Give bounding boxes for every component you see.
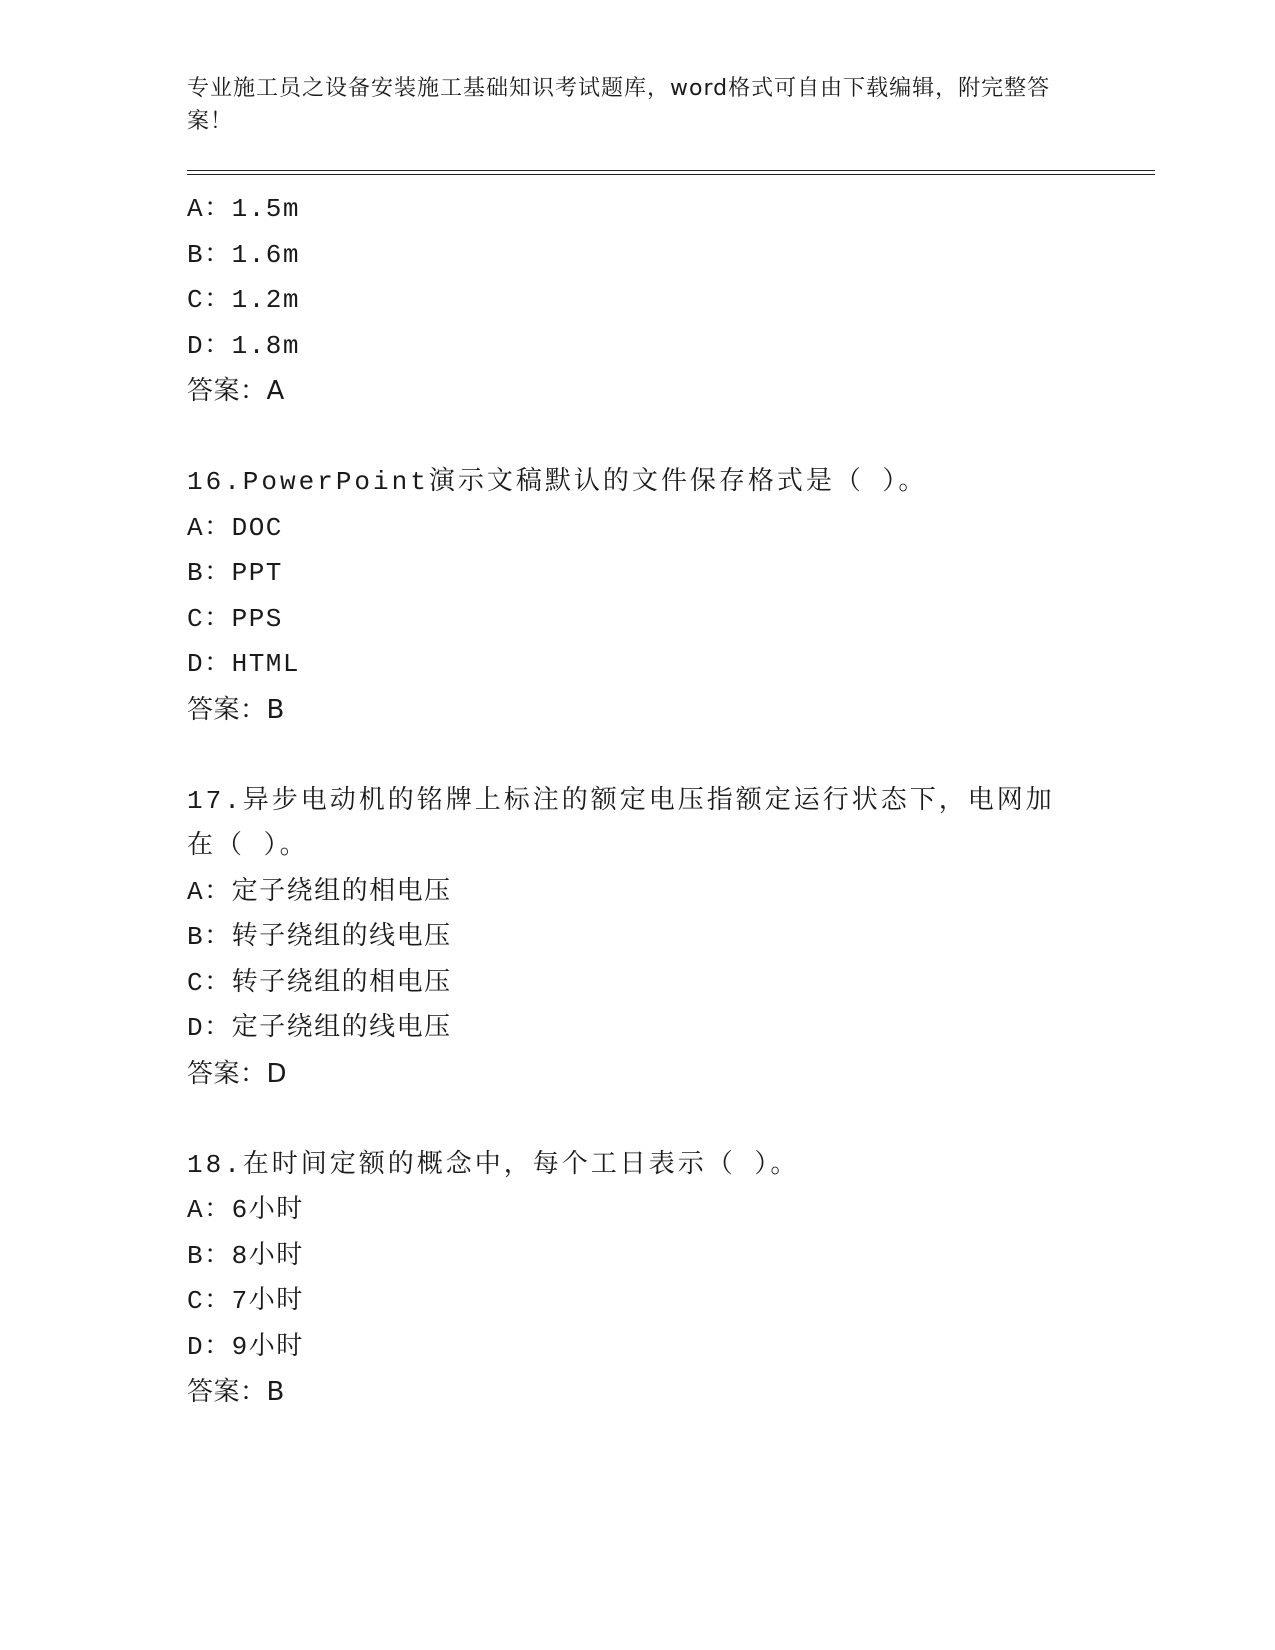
question-17 (187, 779, 1147, 1098)
document-header: 专业施工员之设备安装施工基础知识考试题库，word格式可自由下载编辑，附完整答案！ (187, 76, 1051, 134)
question-text: 16.PowerPoint演示文稿默认的文件保存格式是（ ）。 (187, 467, 928, 497)
option-c: C：PPS (187, 603, 283, 634)
option-d: D：HTML (187, 649, 301, 679)
option-b: B：8小时 (187, 1240, 304, 1271)
answer-line: 答案：B (187, 694, 285, 725)
option-b: B：转子绕组的线电压 (187, 922, 452, 952)
option-d: D：1.8m (187, 330, 301, 361)
option-c: C：1.2m (187, 285, 301, 315)
option-a: A：定子绕组的相电压 (187, 876, 452, 907)
header-divider-top (187, 170, 1155, 171)
question-16 (187, 460, 1147, 733)
option-a: A：6小时 (187, 1195, 304, 1225)
option-d: D：定子绕组的线电压 (187, 1013, 452, 1043)
question-text: 17.异步电动机的铭牌上标注的额定电压指额定运行状态下，电网加在（ ）。 (187, 785, 1055, 861)
option-d: D：9小时 (187, 1331, 304, 1362)
question-18 (187, 1143, 1147, 1416)
question-15 (187, 187, 1147, 415)
option-c: C：7小时 (187, 1286, 304, 1316)
question-list (187, 187, 1147, 1416)
option-a: A：1.5m (187, 194, 301, 224)
question-text: 18.在时间定额的概念中，每个工日表示（ ）。 (187, 1149, 800, 1180)
option-c: C：转子绕组的相电压 (187, 967, 452, 998)
answer-line: 答案：B (187, 1377, 285, 1407)
header-divider-bottom (187, 174, 1155, 175)
option-b: B：PPT (187, 558, 283, 588)
option-b: B：1.6m (187, 239, 301, 270)
answer-line: 答案：D (187, 1058, 288, 1089)
option-a: A：DOC (187, 512, 283, 543)
answer-line: 答案：A (187, 376, 285, 406)
